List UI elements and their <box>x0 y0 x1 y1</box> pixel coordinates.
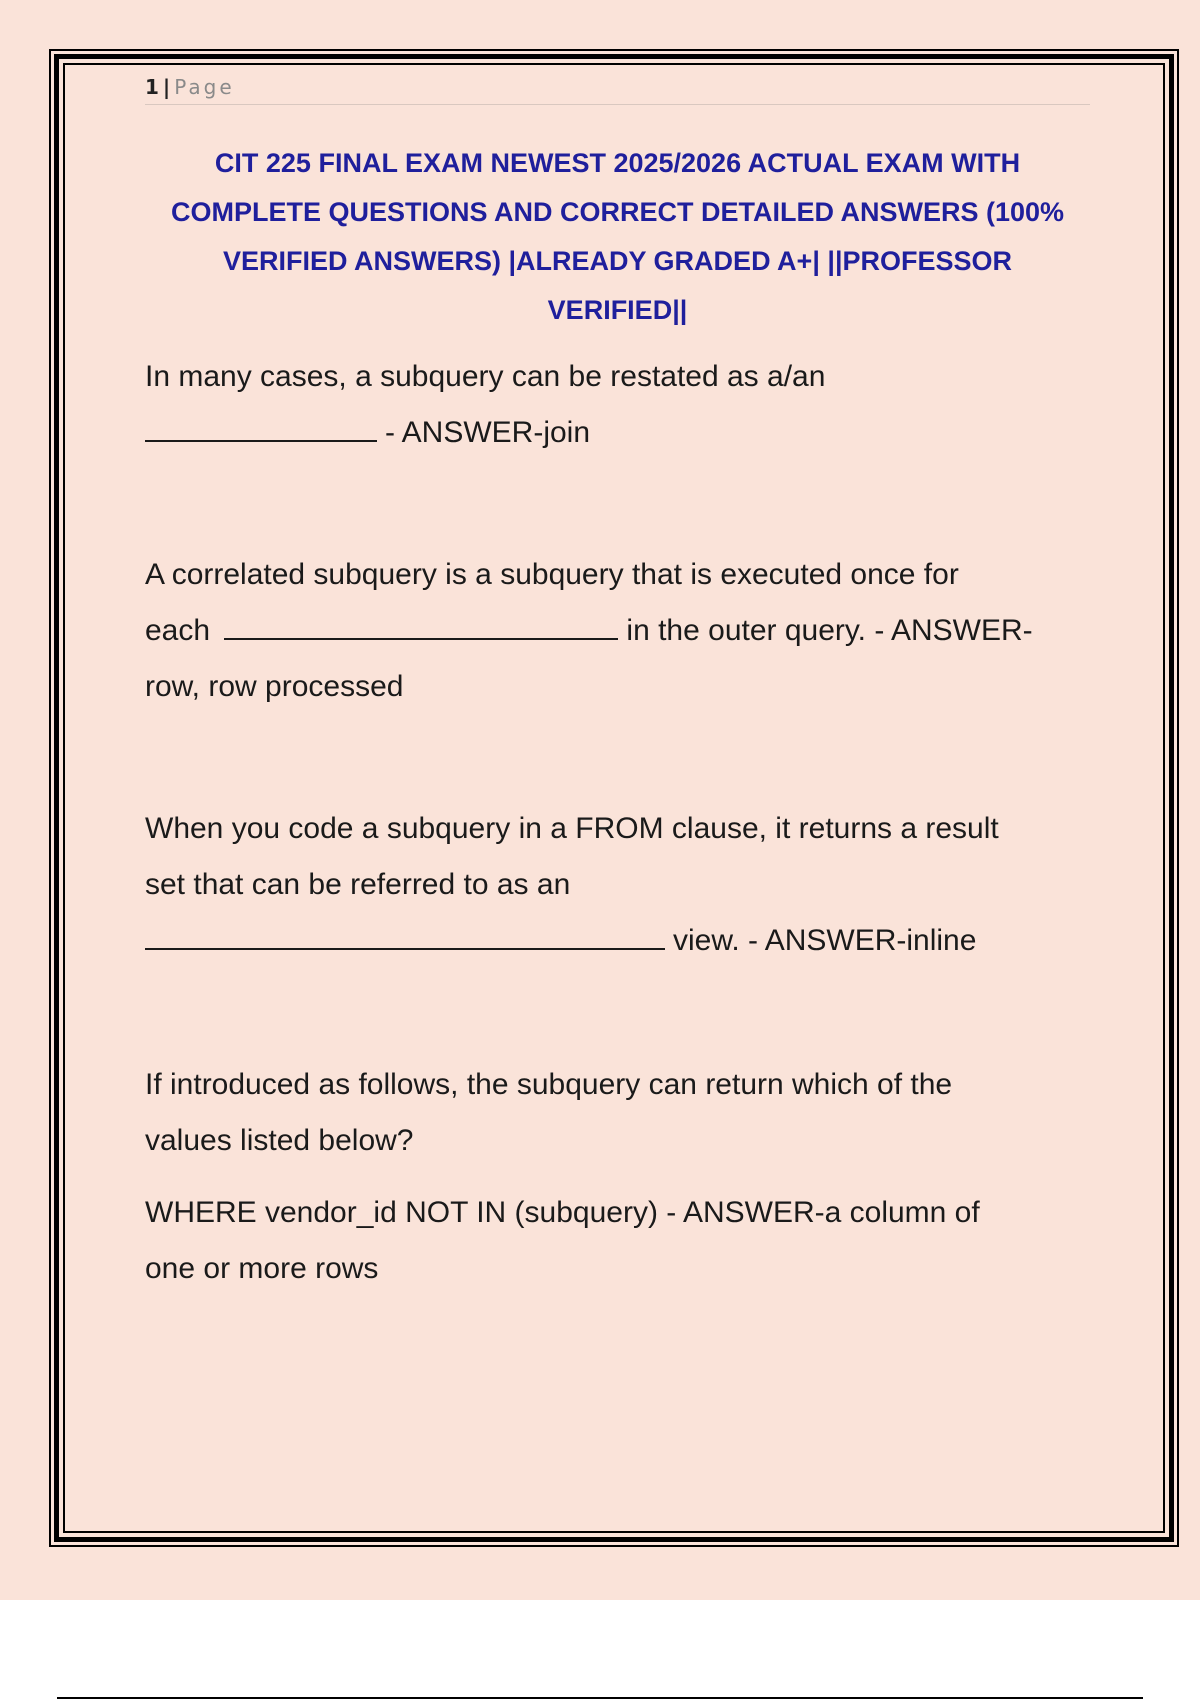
answer-blank <box>145 926 665 950</box>
question-text: If introduced as follows, the subquery can return which of the <box>145 1068 953 1101</box>
answer-text: one or more rows <box>145 1252 379 1285</box>
title-line: VERIFIED ANSWERS) |ALREADY GRADED A+| ||PROFESSOR <box>222 246 1013 276</box>
page-word: Page <box>174 75 235 99</box>
page-number: 1 <box>145 75 159 99</box>
question-text: In many cases, a subquery can be restated as a/an <box>145 360 826 393</box>
question-text-line <box>145 913 1090 969</box>
question-4 <box>145 1057 1090 1169</box>
question-text: When you code a subquery in a FROM clause, it returns a result <box>145 812 999 845</box>
title-line: COMPLETE QUESTIONS AND CORRECT DETAILED ANSWERS (100% <box>170 197 1065 227</box>
answer-text: WHERE vendor_id NOT IN (subquery) - ANSWER-a column of <box>145 1196 980 1229</box>
title-line: VERIFIED|| <box>547 295 688 325</box>
question-text-line <box>145 405 1090 461</box>
question-text: each <box>145 614 211 647</box>
answer-blank <box>224 616 618 640</box>
title-line: CIT 225 FINAL EXAM NEWEST 2025/2026 ACTUAL EXAM WITH <box>214 148 1021 178</box>
answer-text: view. - ANSWER-inline <box>673 924 977 957</box>
question-2 <box>145 547 1090 715</box>
question-text: set that can be referred to as an <box>145 868 571 901</box>
question-text-line <box>145 603 1090 659</box>
question-text: in the outer query. - ANSWER- <box>626 614 1033 647</box>
question-text: A correlated subquery is a subquery that is executed once for <box>145 558 959 591</box>
question-4-answer <box>145 1185 1090 1297</box>
answer-text: - ANSWER-join <box>385 416 591 449</box>
bottom-divider <box>57 1697 1143 1699</box>
page-header <box>145 70 1090 105</box>
answer-blank <box>145 418 377 442</box>
document-title <box>145 139 1090 335</box>
question-1 <box>145 349 1090 461</box>
question-text: values listed below? <box>145 1124 414 1157</box>
answer-text: row, row processed <box>145 670 404 703</box>
page-header-separator: | <box>162 75 171 99</box>
page-content <box>145 70 1090 1297</box>
question-3 <box>145 801 1090 969</box>
